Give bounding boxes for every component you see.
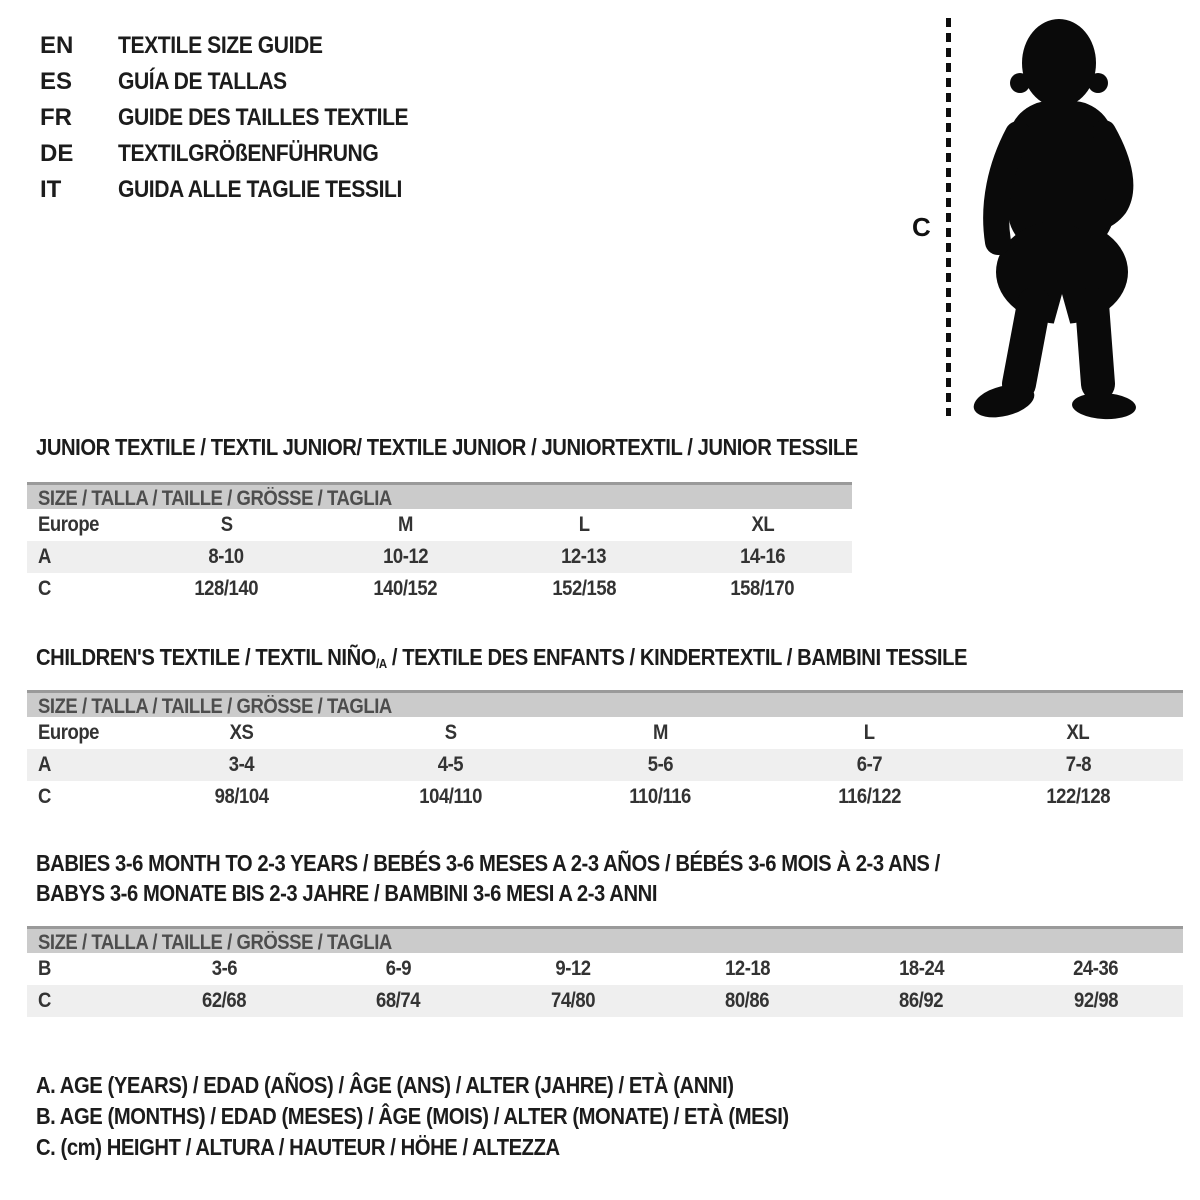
table-cell: 8-10 <box>208 545 244 568</box>
table-row <box>27 749 1183 781</box>
height-measure-label: C <box>912 212 931 242</box>
section-title-text: CHILDREN'S TEXTILE / TEXTIL $NIÑO_{/A}$ / TEXTILE DES ENFANTS / KINDERTEXTIL / BAMBINI TESSILE <box>36 644 968 671</box>
table-cell: 110/116 <box>629 785 691 808</box>
table-cell: 62/68 <box>202 989 247 1012</box>
section-title-text: JUNIOR TEXTILE / TEXTIL JUNIOR/ TEXTILE JUNIOR / JUNIORTEXTIL / JUNIOR TESSILE <box>36 434 858 460</box>
table-cell: 98/104 <box>214 785 269 808</box>
size-header-text: SIZE / TALLA / TAILLE / GRÖSSE / TAGLIA <box>38 487 392 510</box>
junior-size-table <box>27 482 852 605</box>
size-header-bar <box>27 926 1183 953</box>
row-label: B <box>38 957 51 980</box>
table-cell: 6-7 <box>856 753 882 776</box>
table-cell: 152/158 <box>552 577 616 600</box>
table-cell: 80/86 <box>725 989 770 1012</box>
lang-code: EN <box>40 32 74 59</box>
section-title-children <box>36 642 1094 679</box>
section-title-babies <box>36 848 1063 908</box>
section-title-line1: BABIES 3-6 MONTH TO 2-3 YEARS / BEBÉS 3-6 MESES A 2-3 AÑOS / BÉBÉS 3-6 MOIS À 2-3 ANS / <box>36 850 940 876</box>
table-cell: XS <box>229 721 254 744</box>
lang-row-de <box>40 136 448 172</box>
title-subscript: /A <box>376 656 387 671</box>
lang-row-fr <box>40 100 448 136</box>
table-cell: S <box>220 513 233 536</box>
lang-title: TEXTILE SIZE GUIDE <box>118 32 323 59</box>
table-cell: XL <box>751 513 774 536</box>
legend-line-b: B. AGE (MONTHS) / EDAD (MESES) / ÂGE (MOIS) / ALTER (MONATE) / ETÀ (MESI) <box>36 1103 789 1129</box>
children-size-table <box>27 690 1183 813</box>
table-cell: 122/128 <box>1046 785 1111 808</box>
table-cell: 92/98 <box>1073 989 1118 1012</box>
lang-row-it <box>40 172 448 208</box>
legend-line-c: C. (cm) HEIGHT / ALTURA / HAUTEUR / HÖHE / ALTEZZA <box>36 1134 560 1160</box>
table-row <box>27 717 1183 749</box>
height-dashed-line <box>946 18 951 416</box>
table-cell: 4-5 <box>438 753 464 776</box>
lang-title: GUIDA ALLE TAGLIE TESSILI <box>118 176 402 203</box>
section-title-line2: BABYS 3-6 MONATE BIS 2-3 JAHRE / BAMBINI 3-6 MESI A 2-3 ANNI <box>36 880 658 906</box>
table-cell: 68/74 <box>376 989 421 1012</box>
babies-size-table <box>27 926 1183 1017</box>
table-row <box>27 541 852 573</box>
table-cell: 158/170 <box>730 577 795 600</box>
section-title-junior <box>36 432 970 462</box>
toddler-silhouette-icon <box>956 6 1146 421</box>
size-header-bar <box>27 690 1183 717</box>
row-label: Europe <box>38 513 100 536</box>
lang-row-en <box>40 28 448 64</box>
table-cell: 7-8 <box>1065 753 1092 776</box>
table-cell: 5-6 <box>647 753 673 776</box>
lang-title: TEXTILGRÖßENFÜHRUNG <box>118 140 379 167</box>
table-cell: 74/80 <box>550 989 595 1012</box>
table-cell: L <box>863 721 875 744</box>
table-cell: 116/122 <box>837 785 901 808</box>
table-cell: M <box>397 513 413 536</box>
lang-code: IT <box>40 176 62 203</box>
table-row <box>27 953 1183 985</box>
language-title-list <box>40 28 448 208</box>
legend-line-a: A. AGE (YEARS) / EDAD (AÑOS) / ÂGE (ANS) / ALTER (JAHRE) / ETÀ (ANNI) <box>36 1072 734 1098</box>
lang-row-es <box>40 64 448 100</box>
size-header-text: SIZE / TALLA / TAILLE / GRÖSSE / TAGLIA <box>38 695 392 718</box>
size-header-bar <box>27 482 852 509</box>
table-cell: 12-18 <box>724 957 770 980</box>
table-row <box>27 573 852 605</box>
table-cell: 18-24 <box>898 957 945 980</box>
lang-title: GUÍA DE TALLAS <box>118 68 287 95</box>
row-label: A <box>38 545 51 568</box>
lang-code: ES <box>40 68 73 95</box>
table-cell: S <box>444 721 457 744</box>
lang-code: FR <box>40 104 72 131</box>
row-label: C <box>38 785 51 808</box>
lang-title: GUIDE DES TAILLES TEXTILE <box>118 104 409 131</box>
measure-legend <box>36 1070 891 1163</box>
row-label: Europe <box>38 721 100 744</box>
table-cell: 9-12 <box>555 957 591 980</box>
lang-code: DE <box>40 140 74 167</box>
table-cell: XL <box>1067 721 1090 744</box>
table-cell: L <box>578 513 590 536</box>
table-cell: 12-13 <box>561 545 607 568</box>
size-header-text: SIZE / TALLA / TAILLE / GRÖSSE / TAGLIA <box>38 931 392 954</box>
table-row <box>27 985 1183 1017</box>
table-cell: 14-16 <box>740 545 786 568</box>
table-cell: 86/92 <box>899 989 944 1012</box>
row-label: C <box>38 989 51 1012</box>
table-row <box>27 509 852 541</box>
table-cell: 3-6 <box>211 957 237 980</box>
table-cell: 140/152 <box>373 577 437 600</box>
row-label: A <box>38 753 51 776</box>
table-row <box>27 781 1183 813</box>
table-cell: 10-12 <box>382 545 428 568</box>
table-cell: 6-9 <box>385 957 412 980</box>
table-cell: 104/110 <box>419 785 483 808</box>
row-label: C <box>38 577 51 600</box>
table-cell: M <box>652 721 668 744</box>
table-cell: 128/140 <box>194 577 259 600</box>
table-cell: 24-36 <box>1073 957 1119 980</box>
table-cell: 3-4 <box>228 753 255 776</box>
